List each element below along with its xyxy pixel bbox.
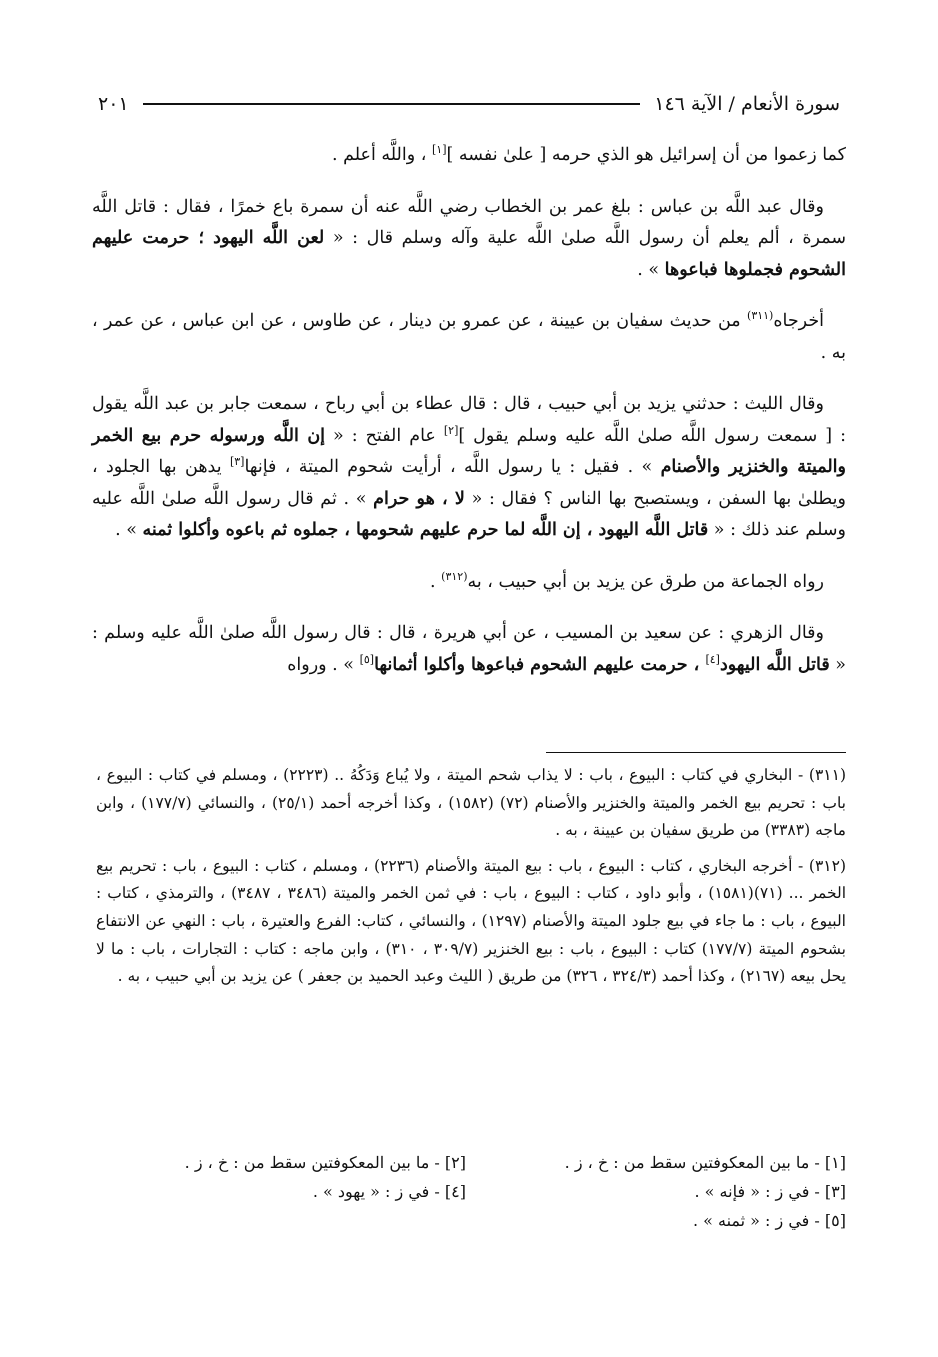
text-run: وقال عبد اللَّه بن عباس : بلغ عمر بن الخطاب رضي اللَّه عنه أن سمرة باع خمرًا ، فقال : قاتل اللَّه سمرة ، ألم يعلم أن رسول اللَّه صلىٰ اللَّه علية وآله وسلم قال : « (92, 196, 846, 248)
text-run: » . فقيل : يا رسول اللَّه ، أرأيت شحوم الميتة ، فإنها (244, 457, 661, 477)
footnote-311: (٣١١) - البخاري في كتاب : البيوع ، باب : لا يذاب شحم الميتة ، ولا يُباع وَدَكُهُ .. (٢٢٢٣) ، ومسلم في كتاب : البيوع ، باب : تحريم بيع الخمر والميتة والخنزير والأصنام (٧٢) (١٥٨٢) ، وكذا أخرجه أحمد (٢٥/١) ، والنسائي (١٧٧/٧) ، وابن ماجه (٣٣٨٣) من طريق سفيان بن عيينة ، به . (96, 766, 846, 840)
text-run: رواه الجماعة من طرق عن يزيد بن أبي حبيب ، به (467, 571, 824, 592)
hadith-text: قاتل اللَّه اليهود (719, 654, 830, 675)
text-run: » . (115, 520, 143, 540)
notes-row (100, 1177, 846, 1206)
text-run: » . (637, 259, 665, 280)
note-3: [٣] - في ز : « فإنه » . (694, 1182, 846, 1201)
note-5: [٥] - في ز : « ثمنه » . (692, 1211, 846, 1230)
note-1: [١] - ما بين المعكوفتين سقط من : خ ، ز . (564, 1153, 846, 1172)
footnotes (96, 762, 846, 991)
paragraph-3 (92, 306, 846, 369)
hadith-text: ، حرمت عليهم الشحوم فباعوها وأكلوا أثمانها (374, 654, 706, 675)
note-2: [٢] - ما بين المعكوفتين سقط من : خ ، ز . (184, 1153, 466, 1172)
paragraph-4 (92, 389, 846, 547)
paragraph-5 (92, 567, 846, 599)
note-ref: [٥] (359, 652, 375, 666)
hadith-text: إن اللَّه ورسوله حرم بيع الخمر والميتة والخنزير والأصنام (92, 425, 846, 477)
page-header (98, 88, 840, 120)
note-ref: [١] (431, 143, 447, 157)
separator-line (546, 752, 846, 753)
footnote-ref: (٣١١) (747, 309, 774, 323)
paragraph-1 (92, 140, 846, 172)
note-ref: [٣] (229, 455, 245, 469)
hadith-text: لعن اللَّه اليهود ؛ حرمت عليهم الشحوم فجملوها فباعوها (92, 228, 846, 280)
text-run: أخرجاه (773, 311, 824, 331)
note-ref: [٢] (443, 423, 459, 437)
note-4: [٤] - في ز : « يهود » . (312, 1182, 466, 1201)
text-run: كما زعموا من أن إسرائيل هو الذي حرمه [ علىٰ نفسه ] (446, 145, 846, 165)
hadith-text: قاتل اللَّه اليهود ، إن اللَّه لما حرم عليهم شحومها ، جملوه ثم باعوه وأكلوا ثمنه (142, 520, 709, 540)
text-run: من حديث سفيان بن عيينة ، عن عمرو بن دينار ، عن طاوس ، عن ابن عباس ، عن عمر ، به . (92, 311, 846, 363)
paragraph-2 (92, 192, 846, 287)
hadith-text: لا ، هو حرام (373, 488, 465, 509)
text-run: » . ثم قال رسول اللَّه صلىٰ اللَّه عليه وسلم عند ذلك : « (92, 488, 846, 540)
text-run: . (430, 571, 442, 592)
text-run: » . ورواه (287, 654, 360, 675)
header-rule (143, 103, 641, 105)
page-number: ٢٠١ (98, 93, 129, 115)
notes-row (100, 1148, 846, 1177)
text-run: وقال الزهري : عن سعيد بن المسيب ، عن أبي هريرة ، قال : قال رسول اللَّه صلىٰ اللَّه عليه وسلم : « (92, 623, 846, 675)
text-run: ، واللَّه أعلم . (331, 145, 432, 165)
paragraph-6 (92, 618, 846, 681)
running-title: سورة الأنعام / الآية ١٤٦ (654, 93, 840, 115)
text-run: عام الفتح : « (325, 425, 444, 446)
editor-notes (100, 1148, 846, 1235)
notes-row (100, 1206, 846, 1235)
text-run: يدهن بها الجلود ، ويطلىٰ بها السفن ، ويستصبح بها الناس ؟ فقال : « (92, 457, 846, 509)
footnote-ref: (٣١٢) (441, 569, 468, 583)
note-ref: [٤] (705, 652, 720, 666)
text-run: وقال الليث : حدثني يزيد بن أبي حبيب ، قال : قال عطاء بن أبي رباح ، سمعت جابر بن عبد اللَّه يقول : [ سمعت رسول اللَّه صلىٰ اللَّه عليه وسلم يقول ] (92, 394, 846, 446)
main-text (92, 140, 846, 681)
footnote-312: (٣١٢) - أخرجه البخاري ، كتاب : البيوع ، باب : بيع الميتة والأصنام (٢٢٣٦) ، ومسلم ، كتاب : البيوع ، باب : تحريم بيع الخمر ... (٧١)(١٥٨١) ، وأبو داود ، كتاب : البيوع ، باب : في ثمن الخمر والميتة (٣٤٨٦ ، ٣٤٨٧) ، والترمذي ، كتاب : البيوع ، باب : ما جاء في بيع جلود الميتة والأصنام (١٢٩٧) ، والنسائي ، كتاب: الفرع والعتيرة ، باب : النهي عن الانتفاع بشحوم الميتة (١٧٧/٧) كتاب : البيوع ، باب : بيع الخنزير (٣٠٩/٧ ، ٣١٠) ، وابن ماجه : كتاب : التجارات ، باب : ما لا يحل بيعه (٢١٦٧) ، وكذا أحمد (٣٢٤/٣ ، ٣٢٦) من طريق ( الليث وعبد الحميد بن جعفر ) عن يزيد بن أبي حبيب ، به . (96, 856, 847, 986)
